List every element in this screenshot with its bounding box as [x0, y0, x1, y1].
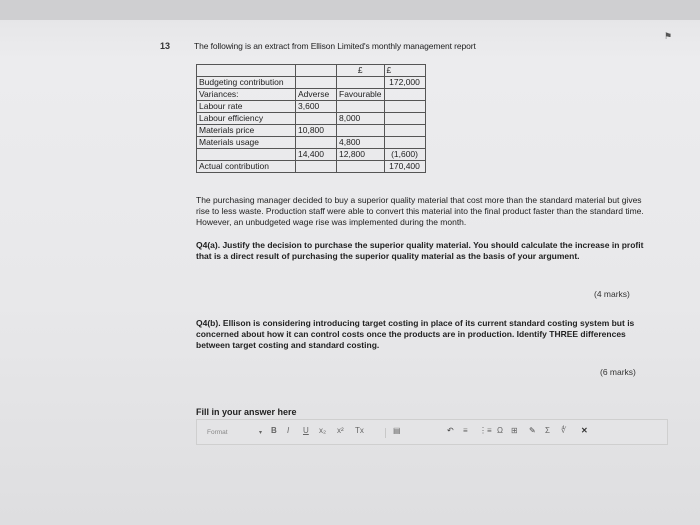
question-4b: Q4(b). Ellison is considering introducing target costing in place of its current standard costing system but is concerned about how it can control costs once the products are in production. Identify THREE differences between target costing and standard costing. — [196, 318, 635, 350]
fullscreen-icon[interactable]: ✕ — [581, 426, 588, 435]
question-number: 13 — [160, 41, 171, 51]
table-row: Labour rate 3,600 — [197, 101, 426, 113]
table-row: Materials usage 4,800 — [197, 137, 426, 149]
table-row: 14,400 12,800 (1,600) — [197, 149, 426, 161]
table-row: Labour efficiency 8,000 — [197, 113, 426, 125]
table-icon[interactable]: ▤ — [393, 426, 401, 435]
table-row: Actual contribution 170,400 — [197, 161, 426, 173]
numbered-list-icon[interactable]: ⋮≡ — [479, 426, 492, 435]
table-row: £ £ — [197, 65, 426, 77]
undo-icon[interactable]: ↶ — [447, 426, 454, 435]
pencil-icon[interactable]: ✎ — [529, 426, 536, 435]
sigma-icon[interactable]: Σ — [545, 426, 550, 435]
question-4a: Q4(a). Justify the decision to purchase the superior quality material. You should calculate the increase in profit that is a direct result of purchasing the superior quality material as the basis of your argument. — [196, 240, 644, 261]
clear-format-button[interactable]: Tx — [355, 426, 364, 435]
flag-icon[interactable]: ⚑ — [664, 31, 673, 41]
format-dropdown[interactable]: Format — [207, 429, 228, 436]
bulleted-list-icon[interactable]: ≡ — [463, 426, 468, 435]
management-report-table — [196, 64, 426, 173]
subscript-button[interactable]: x₂ — [319, 426, 327, 435]
toolbar-divider — [385, 428, 386, 438]
top-bar — [0, 0, 700, 20]
superscript-button[interactable]: x² — [337, 426, 344, 435]
editor-toolbar — [196, 419, 668, 445]
bold-button[interactable]: B — [271, 426, 277, 435]
underline-button[interactable]: U — [303, 426, 309, 435]
spellcheck-icon[interactable]: ∜ — [561, 426, 567, 435]
answer-label: Fill in your answer here — [196, 407, 297, 417]
chevron-down-icon[interactable]: ▾ — [259, 430, 263, 436]
insert-table-icon[interactable]: ⊞ — [511, 426, 518, 435]
table-row: Variances: Adverse Favourable — [197, 89, 426, 101]
italic-button[interactable]: I — [287, 426, 290, 435]
table-row: Budgeting contribution 172,000 — [197, 77, 426, 89]
q4a-marks: (4 marks) — [594, 289, 630, 299]
special-character-icon[interactable]: Ω — [497, 426, 503, 435]
q4b-marks: (6 marks) — [600, 367, 636, 377]
scenario-text: The purchasing manager decided to buy a superior quality material that cost more than the standard material but gives rise to less waste. Production staff were able to convert this material into the final product faster than the standard time. However, an unbudgeted wage rise was implemented during the month. — [196, 195, 644, 227]
table-row: Materials price 10,800 — [197, 125, 426, 137]
question-intro: The following is an extract from Ellison Limited's monthly management report — [194, 41, 476, 51]
